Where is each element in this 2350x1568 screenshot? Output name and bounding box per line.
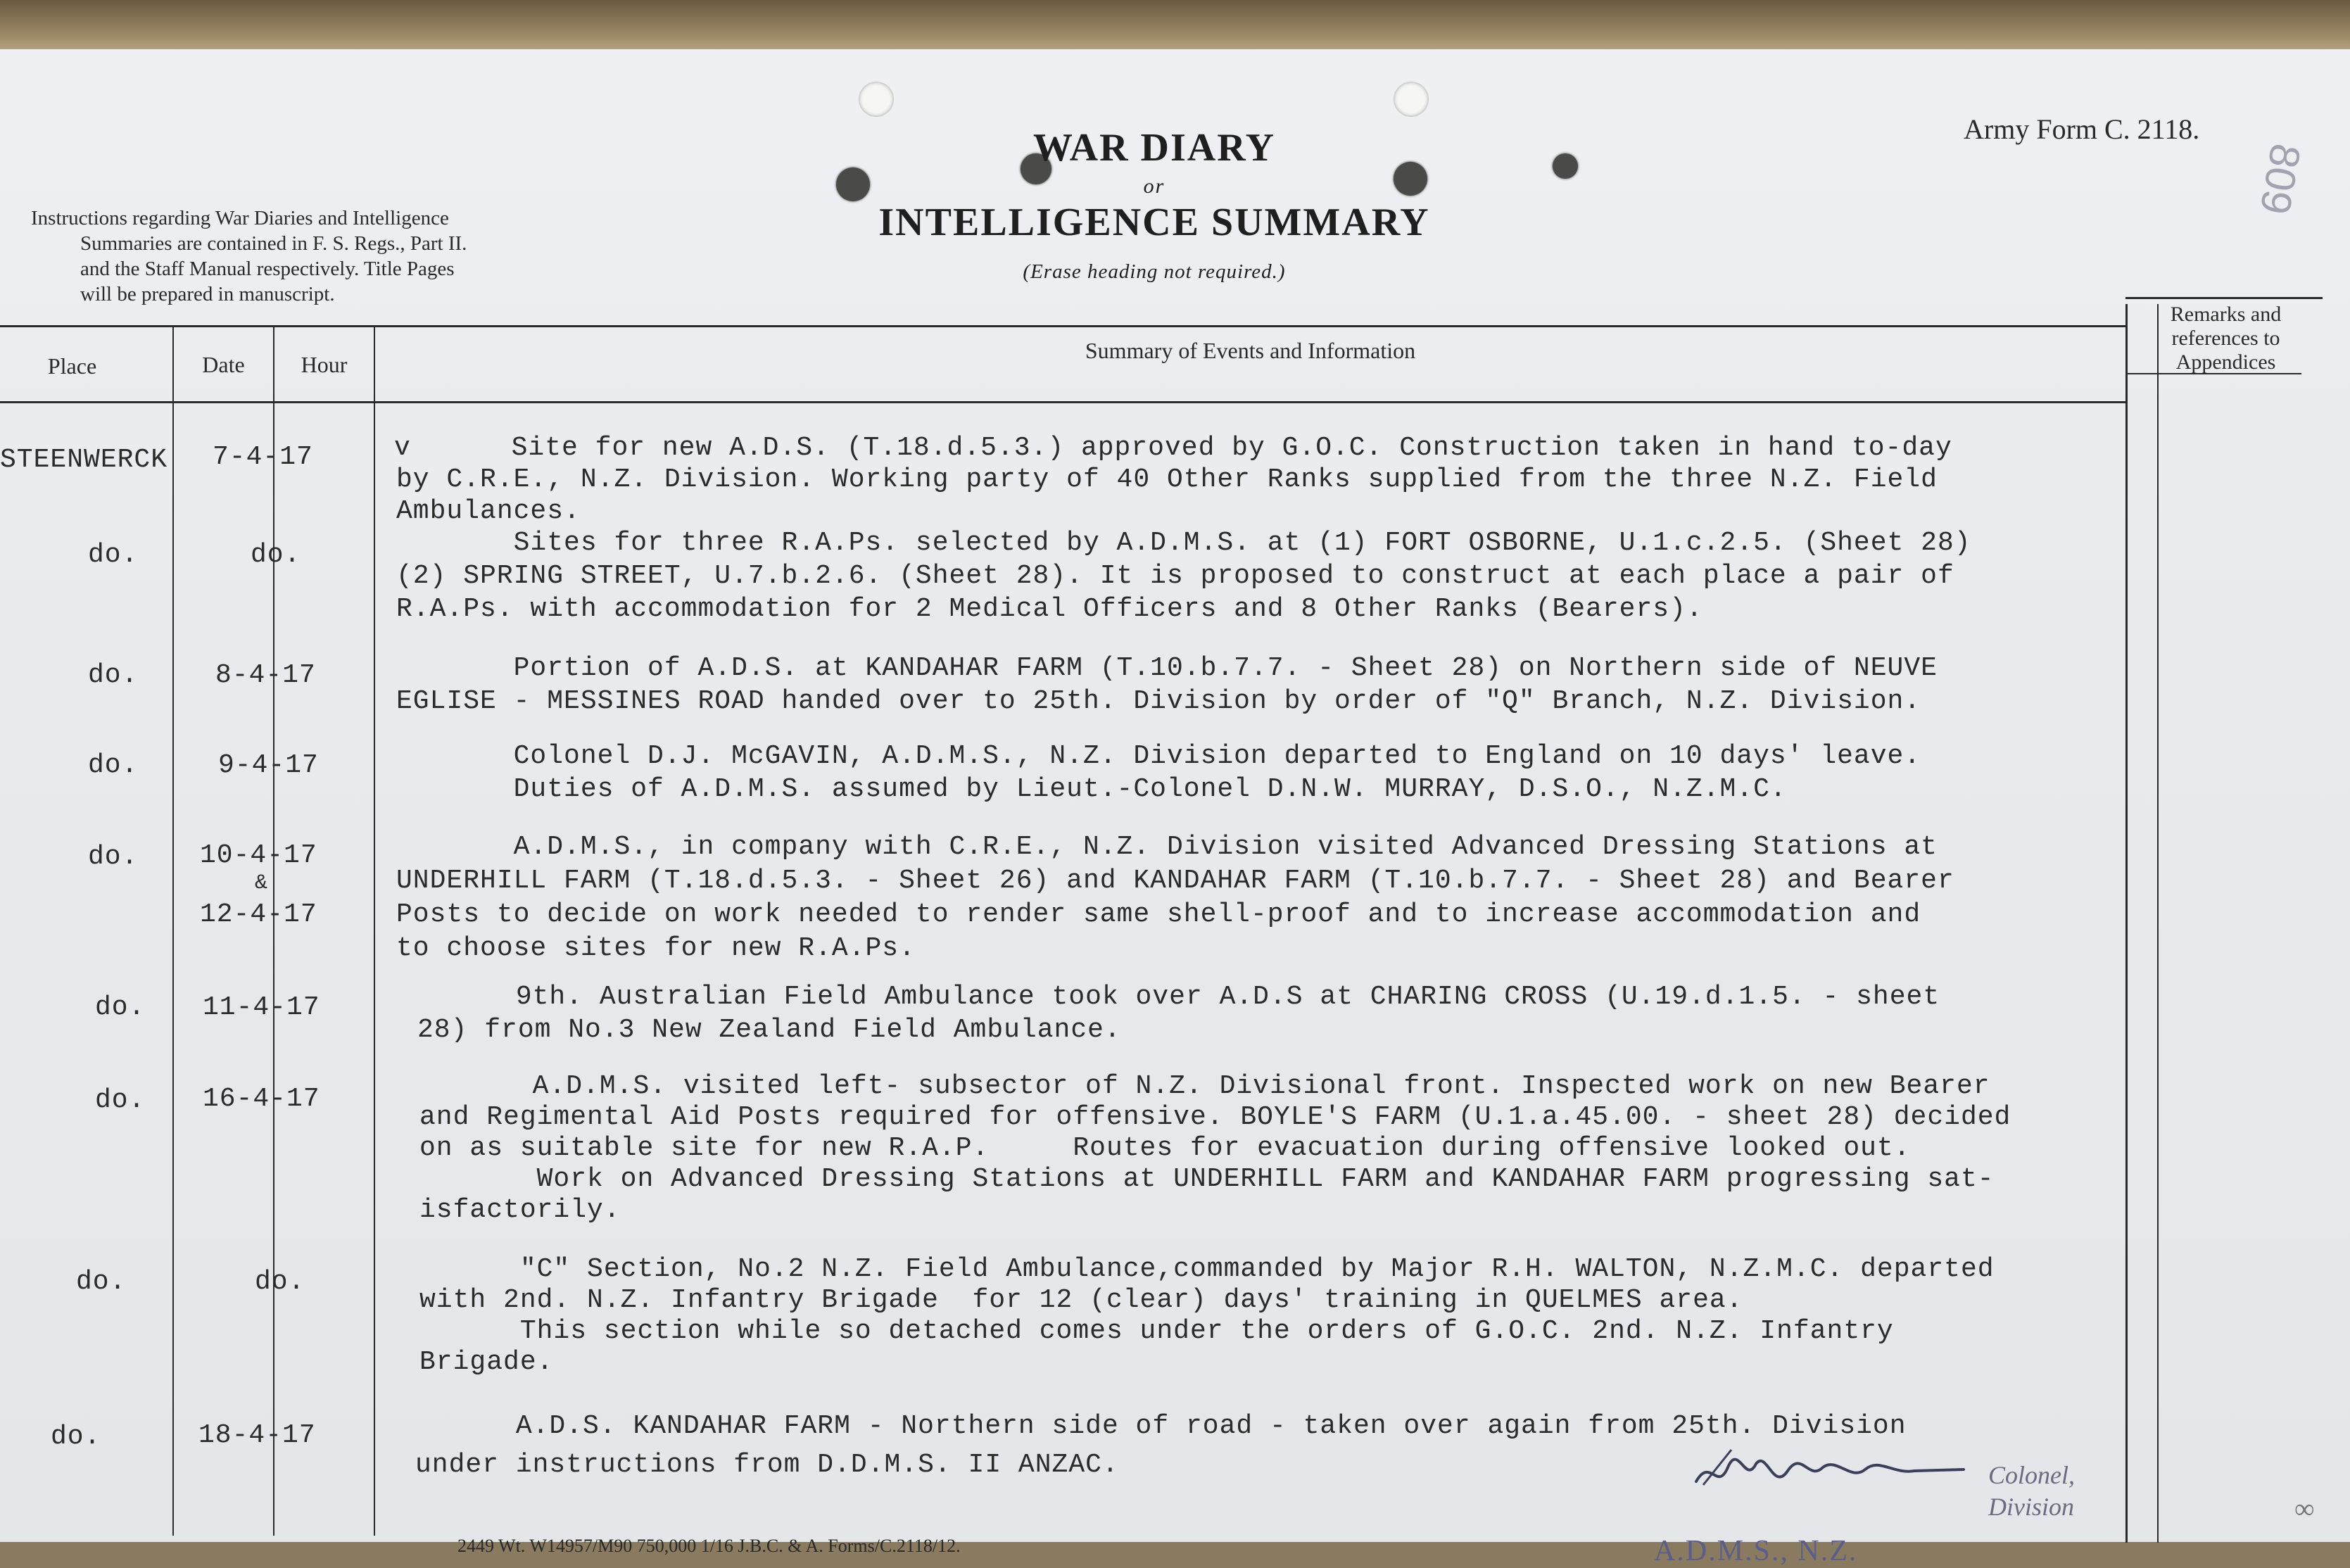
header-top-rule-right (2125, 297, 2323, 299)
entry-text-line: under instructions from D.D.M.S. II ANZAC. (415, 1450, 1119, 1480)
remarks-header-line: Remarks and (2170, 303, 2282, 326)
margin-mark: ∞ (2294, 1493, 2315, 1524)
entry-text-line: to choose sites for new R.A.Ps. (396, 933, 916, 963)
page-number: 809 (2251, 140, 2310, 218)
entry-text-line: by C.R.E., N.Z. Division. Working party of 40 Other Ranks supplied from the three N.Z. Field (396, 464, 1938, 495)
column-header-remarks (2140, 303, 2312, 374)
instructions-note (31, 206, 594, 307)
entry-place: do. (88, 750, 139, 780)
entry-text-line: Portion of A.D.S. at KANDAHAR FARM (T.10.b.7.7. - Sheet 28) on Northern side of NEUVE (396, 653, 1938, 683)
entry-text-line: Work on Advanced Dressing Stations at UNDERHILL FARM and KANDAHAR FARM progressing sat- (419, 1164, 1995, 1194)
column-divider (273, 325, 274, 1536)
column-divider (2125, 304, 2128, 1543)
adms-stamp: A.D.M.S., N.Z. (1654, 1535, 1858, 1567)
rank-division: Division (1988, 1493, 2074, 1521)
entry-date: 10-4-17 (200, 840, 317, 871)
punch-hole (859, 82, 894, 117)
entry-place: STEENWERCK (0, 445, 168, 475)
entry-text-line: Brigade. (419, 1347, 554, 1377)
instructions-line: Summaries are contained in F. S. Regs., Part II. (80, 232, 467, 255)
entry-text-line: EGLISE - MESSINES ROAD handed over to 25th. Division by order of "Q" Branch, N.Z. Division. (396, 686, 1921, 716)
column-header-summary: Summary of Events and Information (1085, 338, 1416, 363)
remarks-header-line: Appendices (2175, 350, 2276, 374)
army-form-number: Army Form C. 2118. (1964, 113, 2200, 145)
entry-text-line: on as suitable site for new R.A.P. Routes for evacuation during offensive looked out. (419, 1133, 1911, 1163)
entry-date: 8-4-17 (215, 660, 316, 690)
entry-text-line: Duties of A.D.M.S. assumed by Lieut.-Colonel D.N.W. MURRAY, D.S.O., N.Z.M.C. (396, 774, 1787, 804)
header-bottom-rule (0, 401, 2125, 403)
entry-place: do. (88, 660, 139, 690)
instructions-line: will be prepared in manuscript. (80, 283, 335, 305)
entry-text-line: A.D.M.S. visited left- subsector of N.Z. Divisional front. Inspected work on new Bearer (415, 1071, 1990, 1101)
entry-text-line: Sites for three R.A.Ps. selected by A.D.M.S. at (1) FORT OSBORNE, U.1.c.2.5. (Sheet 28) (396, 528, 1971, 558)
column-divider (2157, 304, 2159, 1543)
column-header-date: Date (202, 352, 245, 377)
entry-date: 11-4-17 (203, 992, 320, 1023)
entry-text-line: Ambulances. (396, 496, 581, 526)
entry-place: do. (76, 1267, 127, 1297)
war-diary-sheet (0, 49, 2350, 1567)
column-header-place: Place (47, 353, 97, 379)
entry-date: 18-4-17 (198, 1420, 316, 1450)
entry-place: do. (95, 1085, 146, 1115)
punch-hole (1394, 82, 1429, 117)
entry-text-line: A.D.S. KANDAHAR FARM - Northern side of road - taken over again from 25th. Division (415, 1411, 1907, 1441)
column-divider (172, 325, 174, 1536)
entry-text-line: 9th. Australian Field Ambulance took over A.D.S at CHARING CROSS (U.19.d.1.5. - sheet (415, 982, 1940, 1012)
entry-text-line: and Regimental Aid Posts required for offensive. BOYLE'S FARM (U.1.a.45.00. - sheet 28) decided (419, 1102, 2011, 1132)
entry-text-line: Posts to decide on work needed to render same shell-proof and to increase accommodation and (396, 899, 1921, 930)
remarks-header-line: references to (2171, 327, 2280, 350)
entry-date: do. (251, 540, 301, 570)
column-divider (374, 325, 375, 1536)
instructions-line: Instructions regarding War Diaries and Intelligence (31, 207, 449, 229)
entry-date: 7-4-17 (213, 442, 313, 472)
entry-text-line: "C" Section, No.2 N.Z. Field Ambulance,commanded by Major R.H. WALTON, N.Z.M.C. departed (419, 1254, 1995, 1284)
entry-text-line: with 2nd. N.Z. Infantry Brigade for 12 (clear) days' training in QUELMES area. (419, 1285, 1743, 1315)
erase-note: (Erase heading not required.) (1023, 260, 1286, 283)
printer-imprint: 2449 Wt. W14957/M90 750,000 1/16 J.B.C. & A. Forms/C.2118/12. (457, 1536, 961, 1556)
entry-place: do. (88, 842, 139, 872)
instructions-line: and the Staff Manual respectively. Title Pages (80, 258, 455, 280)
entry-text-line: Colonel D.J. McGAVIN, A.D.M.S., N.Z. Division departed to England on 10 days' leave. (396, 741, 1921, 771)
entry-text-line: isfactorily. (419, 1195, 621, 1225)
title-war-diary: WAR DIARY (1032, 126, 1276, 170)
entry-text-line: R.A.Ps. with accommodation for 2 Medical Officers and 8 Other Ranks (Bearers). (396, 594, 1703, 624)
entry-text-line: (2) SPRING STREET, U.7.b.2.6. (Sheet 28). It is proposed to construct at each place a pair of (396, 561, 1954, 591)
entry-text-line: UNDERHILL FARM (T.18.d.5.3. - Sheet 26) and KANDAHAR FARM (T.10.b.7.7. - Sheet 28) and Bearer (396, 866, 1954, 896)
entry-date: 16-4-17 (203, 1084, 320, 1114)
entry-date: & (255, 871, 269, 895)
entry-text-line: 28) from No.3 New Zealand Field Ambulance. (417, 1015, 1121, 1045)
entry-date: 9-4-17 (218, 750, 319, 780)
entry-text-line: v Site for new A.D.S. (T.18.d.5.3.) approved by G.O.C. Construction taken in hand to-day (394, 433, 1952, 463)
entry-text-line: This section while so detached comes under the orders of G.O.C. 2nd. N.Z. Infantry (419, 1316, 1894, 1346)
entry-place: do. (88, 540, 139, 570)
entry-place: do. (95, 992, 146, 1023)
handwritten-signature (1689, 1443, 1971, 1506)
rank-colonel: Colonel, (1988, 1461, 2075, 1489)
punch-hole (1553, 153, 1578, 179)
title-intelligence-summary: INTELLIGENCE SUMMARY (878, 201, 1430, 244)
entry-place: do. (51, 1422, 101, 1452)
entry-text-line: A.D.M.S., in company with C.R.E., N.Z. Division visited Advanced Dressing Stations at (396, 832, 1938, 862)
header-top-rule (0, 325, 2125, 327)
entry-date: do. (255, 1267, 305, 1297)
title-or: or (1143, 175, 1165, 198)
entry-date: 12-4-17 (200, 899, 317, 930)
column-header-hour: Hour (301, 352, 348, 377)
